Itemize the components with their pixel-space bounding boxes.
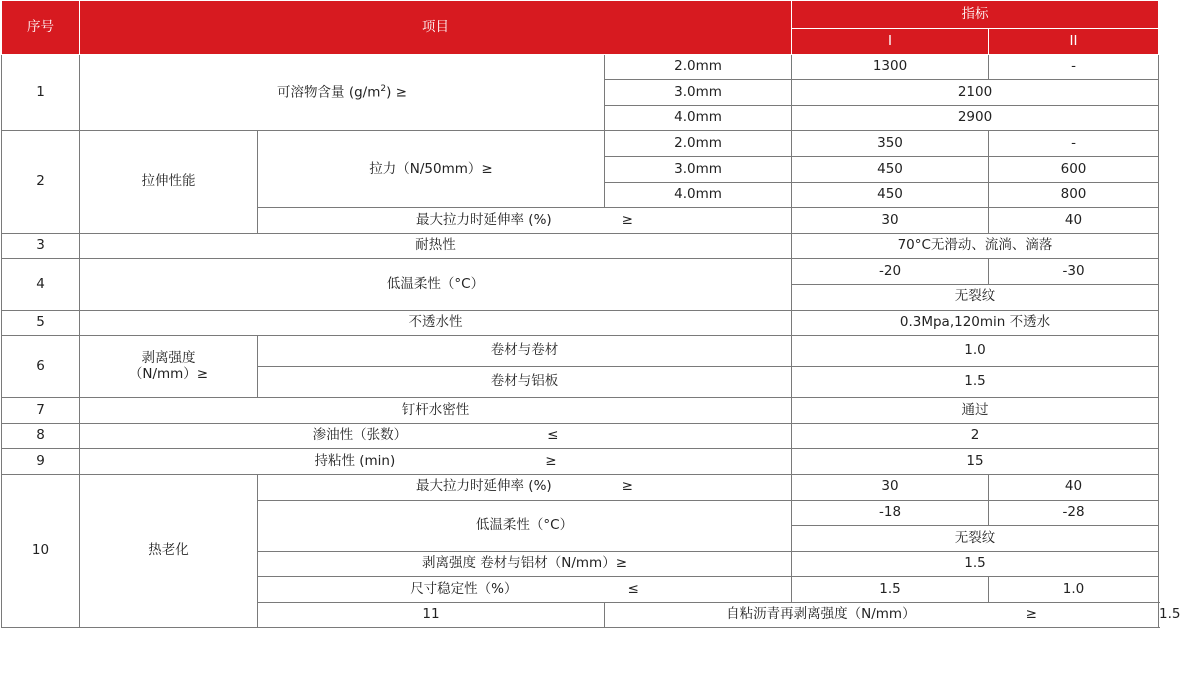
- thickness: 4.0mm: [605, 182, 792, 208]
- header-grade-2: II: [989, 29, 1159, 55]
- value-grade-1: 1300: [792, 54, 989, 80]
- value-grade-2: 600: [989, 156, 1159, 182]
- value: 2900: [792, 105, 1159, 131]
- value: 通过: [792, 398, 1159, 424]
- value-grade-1: 30: [792, 208, 989, 234]
- value-grade-1: 1.5: [792, 577, 989, 603]
- value: 0.3Mpa,120min 不透水: [792, 310, 1159, 336]
- thickness: 2.0mm: [605, 131, 792, 157]
- value-grade-2: 1.0: [989, 577, 1159, 603]
- thickness: 2.0mm: [605, 54, 792, 80]
- row-no: 10: [2, 474, 80, 628]
- value-grade-2: 800: [989, 182, 1159, 208]
- value-grade-1: 450: [792, 156, 989, 182]
- sub-item-label: 卷材与卷材: [258, 336, 792, 367]
- thickness: 3.0mm: [605, 80, 792, 106]
- sub-item-label: 剥离强度 卷材与铝材（N/mm）≥: [258, 551, 792, 577]
- item-label: 持粘性 (min) ≥: [80, 449, 792, 475]
- sub-item-label: 最大拉力时延伸率 (%) ≥: [258, 208, 792, 234]
- value: 2: [792, 423, 1159, 449]
- item-label: 不透水性: [80, 310, 792, 336]
- value: 1.0: [792, 336, 1159, 367]
- value-grade-1: 450: [792, 182, 989, 208]
- value-grade-1: 30: [792, 474, 989, 500]
- sub-item-label: 尺寸稳定性（%） ≤: [258, 577, 792, 603]
- value-grade-2: -30: [989, 259, 1159, 285]
- value: 1.5: [792, 367, 1159, 398]
- table-row: [2, 423, 1159, 449]
- sub-item-label: 低温柔性（°C）: [258, 500, 792, 551]
- row-no: 9: [2, 449, 80, 475]
- table-row: [2, 310, 1159, 336]
- value-grade-2: 40: [989, 208, 1159, 234]
- item-label: 自粘沥青再剥离强度（N/mm） ≥: [605, 602, 1159, 628]
- value-grade-2: -28: [989, 500, 1159, 526]
- item-label: 热老化: [80, 474, 258, 628]
- row-no: 1: [2, 54, 80, 131]
- value: 15: [792, 449, 1159, 475]
- table-row: [2, 259, 1159, 285]
- item-label: 钉杆水密性: [80, 398, 792, 424]
- sub-item-label: 最大拉力时延伸率 (%) ≥: [258, 474, 792, 500]
- thickness: 3.0mm: [605, 156, 792, 182]
- value-grade-1: -20: [792, 259, 989, 285]
- header-row: [2, 1, 1159, 29]
- row-no: 4: [2, 259, 80, 310]
- row-no: 2: [2, 131, 80, 233]
- item-label: 拉伸性能: [80, 131, 258, 233]
- table-row: [2, 233, 1159, 259]
- thickness: 4.0mm: [605, 105, 792, 131]
- row-no: 8: [2, 423, 80, 449]
- value: 70°C无滑动、流淌、滴落: [792, 233, 1159, 259]
- value-grade-2: -: [989, 54, 1159, 80]
- sub-item-label: 卷材与铝板: [258, 367, 792, 398]
- header-grade-1: I: [792, 29, 989, 55]
- table-row: [2, 474, 1159, 500]
- header-index: 指标: [792, 1, 1159, 29]
- row-no: 7: [2, 398, 80, 424]
- row-no: 3: [2, 233, 80, 259]
- value: 无裂纹: [792, 284, 1159, 310]
- item-label: 渗油性（张数） ≤: [80, 423, 792, 449]
- table-row: [2, 449, 1159, 475]
- item-label: 耐热性: [80, 233, 792, 259]
- value-grade-2: -: [989, 131, 1159, 157]
- value-grade-1: -18: [792, 500, 989, 526]
- table-row: [2, 398, 1159, 424]
- row-no: 5: [2, 310, 80, 336]
- table-row: [2, 336, 1159, 367]
- spec-table: [1, 0, 1181, 628]
- item-label: 低温柔性（°C）: [80, 259, 792, 310]
- sub-item-label: 拉力（N/50mm）≥: [258, 131, 605, 208]
- header-no: 序号: [2, 1, 80, 55]
- item-label: 剥离强度 （N/mm）≥: [80, 336, 258, 398]
- value-grade-2: 40: [989, 474, 1159, 500]
- value: 无裂纹: [792, 526, 1159, 552]
- value: 1.5: [792, 551, 1159, 577]
- value-grade-1: 350: [792, 131, 989, 157]
- item-label: 可溶物含量 $(g/m^2)$ ≥: [80, 54, 605, 131]
- table-row: [2, 131, 1159, 157]
- value: 2100: [792, 80, 1159, 106]
- row-no: 11: [258, 602, 605, 628]
- table-row: 11 自粘沥青再剥离强度（N/mm） ≥ 1.5: [2, 602, 1159, 628]
- header-item: 项目: [80, 1, 792, 55]
- row-no: 6: [2, 336, 80, 398]
- table-row: [2, 54, 1159, 80]
